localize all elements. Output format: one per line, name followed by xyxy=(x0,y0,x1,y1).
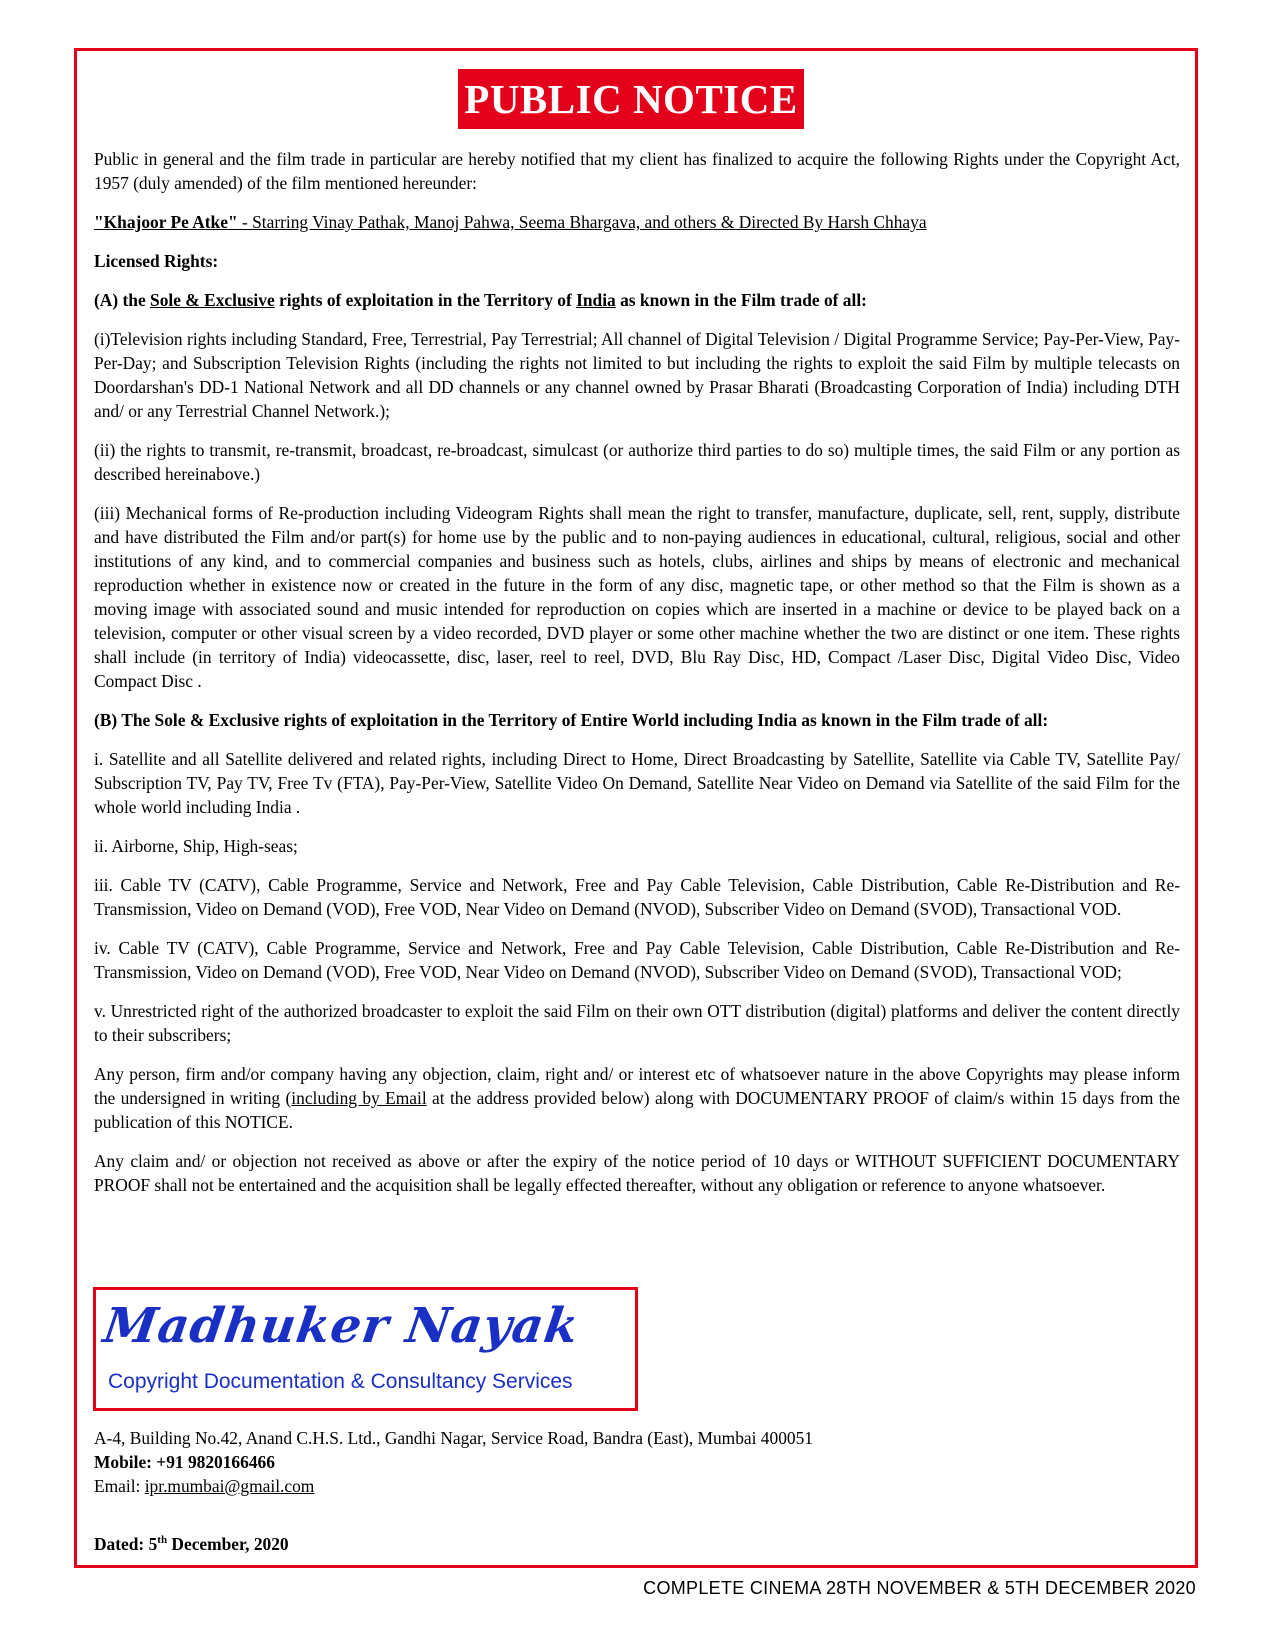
film-details: - Starring Vinay Pathak, Manoj Pahwa, Seema Bhargava, and others & Directed By Harsh Chhaya xyxy=(237,212,927,232)
section-a-territory: India xyxy=(576,290,616,310)
address-line: A-4, Building No.42, Anand C.H.S. Ltd., Gandhi Nagar, Service Road, Bandra (East), Mumbai 400051 xyxy=(94,1428,813,1448)
film-name: "Khajoor Pe Atke" xyxy=(94,212,238,232)
email-label: Email: xyxy=(94,1476,145,1496)
email-link[interactable]: ipr.mumbai@gmail.com xyxy=(144,1476,315,1496)
clause-a-i: (i)Television rights including Standard, Free, Terrestrial, Pay Terrestrial; All channel of Digital Television / Digital Programme Service; Pay-Per-View, Pay-Per-Day; and Subscription Television Rights (including the rights not limited to but including the rights to exploit the said Film by multiple telecasts on Doordarshan's DD-1 National Network and all DD channels or any channel owned by Prasar Bharati (Broadcasting Corporation of India) including DTH and/ or any Terrestrial Channel Network.); xyxy=(94,329,1180,421)
clause-b-iv: iv. Cable TV (CATV), Cable Programme, Service and Network, Free and Pay Cable Television, Cable Distribution, Cable Re-Distribution and Re-Transmission, Video on Demand (VOD), Free VOD, Near Video on Demand (NVOD), Subscriber Video on Demand (SVOD), Transactional VOD; xyxy=(94,938,1180,982)
section-a-pre: (A) the xyxy=(94,290,151,310)
objection-post: at the address provided below) along with DOCUMENTARY PROOF of claim/s within 15 days from the publication of this NOTICE. xyxy=(94,1088,1180,1132)
section-a-heading xyxy=(94,288,1180,312)
section-b-heading: (B) The Sole & Exclusive rights of exploitation in the Territory of Entire World including India as known in the Film trade of all: xyxy=(94,710,1049,730)
notice-body xyxy=(94,147,1180,1212)
clause-b-i: i. Satellite and all Satellite delivered and related rights, including Direct to Home, Direct Broadcasting by Satellite, Satellite via Cable TV, Satellite Pay/ Subscription TV, Pay TV, Free Tv (FTA), Pay-Per-View, Satellite Video On Demand, Satellite Near Video on Demand via Satellite of the said Film for the whole world including India . xyxy=(94,749,1180,817)
section-a-exclusive: Sole & Exclusive xyxy=(150,290,275,310)
clause-b-iii: iii. Cable TV (CATV), Cable Programme, Service and Network, Free and Pay Cable Television, Cable Distribution, Cable Re-Distribution and Re-Transmission, Video on Demand (VOD), Free VOD, Near Video on Demand (NVOD), Subscriber Video on Demand (SVOD), Transactional VOD. xyxy=(94,875,1180,919)
objection-email-note: including by Email xyxy=(291,1088,427,1108)
logo-signature: Madhuker Nayak xyxy=(100,1298,583,1354)
intro-paragraph: Public in general and the film trade in particular are hereby notified that my client has finalized to acquire the following Rights under the Copyright Act, 1957 (duly amended) of the film mentioned hereunder: xyxy=(94,149,1180,193)
clause-b-v: v. Unrestricted right of the authorized broadcaster to exploit the said Film on their own OTT distribution (digital) platforms and deliver the content directly to their subscribers; xyxy=(94,1001,1180,1045)
notice-title: PUBLIC NOTICE xyxy=(458,69,804,129)
contact-block xyxy=(94,1426,813,1498)
dated-suffix: th xyxy=(157,1534,168,1547)
clause-b-ii: ii. Airborne, Ship, High-seas; xyxy=(94,836,298,856)
section-a-post: as known in the Film trade of all: xyxy=(615,290,867,310)
film-line xyxy=(94,210,1180,234)
clause-a-iii: (iii) Mechanical forms of Re-production including Videogram Rights shall mean the right to transfer, manufacture, duplicate, sell, rent, supply, distribute and have distributed the Film and/or part(s) for home use by the public and to non-paying audiences in educational, cultural, religious, social and other institutions of any kind, and to commercial companies and business such as hotels, clubs, airlines and ships by means of electronic and mechanical reproduction whether in existence now or created in the future in the form of any disc, magnetic tape, or other method so that the Film is shown as a moving image with associated sound and music intended for reproduction on copies which are inserted in a machine or device to be played back on a television, computer or other visual screen by a video recorded, DVD player or some other machine whether the two are distinct or one item. These rights shall include (in territory of India) videocassette, disc, laser, reel to reel, DVD, Blu Ray Disc, HD, Compact /Laser Disc, Digital Video Disc, Video Compact Disc . xyxy=(94,503,1180,691)
objection-pre: Any person, firm and/or company having any objection, claim, right and/ or interest etc of whatsoever nature in the above Copyrights may please inform the undersigned in writing ( xyxy=(94,1064,1180,1108)
clause-a-ii: (ii) the rights to transmit, re-transmit, broadcast, re-broadcast, simulcast (or authorize third parties to do so) multiple times, the said Film or any portion as described hereinabove.) xyxy=(94,440,1180,484)
publication-footer: COMPLETE CINEMA 28TH NOVEMBER & 5TH DECEMBER 2020 xyxy=(643,1578,1196,1598)
dated-rest: December, 2020 xyxy=(167,1534,289,1554)
mobile-line: Mobile: +91 9820166466 xyxy=(94,1452,275,1472)
claim-note-paragraph: Any claim and/ or objection not received as above or after the expiry of the notice period of 10 days or WITHOUT SUFFICIENT DOCUMENTARY PROOF shall not be entertained and the acquisition shall be legally effected thereafter, without any obligation or reference to anyone whatsoever. xyxy=(94,1151,1180,1195)
licensed-heading: Licensed Rights: xyxy=(94,251,219,271)
email-line xyxy=(94,1474,813,1498)
dated-label: Dated: 5 xyxy=(94,1534,158,1554)
objection-paragraph xyxy=(94,1062,1180,1134)
logo-subtitle: Copyright Documentation & Consultancy Services xyxy=(108,1370,573,1393)
dated-line xyxy=(94,1534,289,1555)
section-a-mid: rights of exploitation in the Territory of xyxy=(274,290,577,310)
consultancy-logo xyxy=(93,1287,638,1411)
